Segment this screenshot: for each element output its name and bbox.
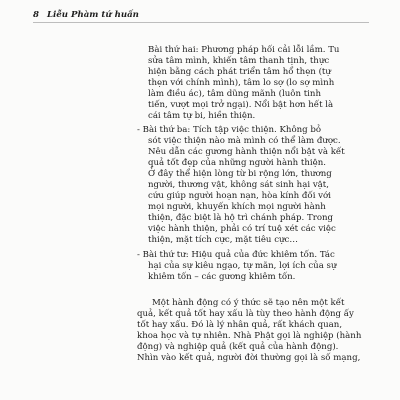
text-line: hại của sự kiêu ngạo, tự mãn, lợi ích của sự <box>148 261 337 271</box>
text-line: thiện, mặt tích cực, mặt tiêu cực… <box>148 235 298 245</box>
text-line: thiện, đặc biệt là hộ trì chánh pháp. Trong <box>148 213 334 223</box>
header-rule <box>33 22 369 23</box>
text-line: thẹn với chính mình), tâm lo sợ (lo sợ mình <box>148 78 335 88</box>
text-line: hiện bằng cách phát triển tâm hổ thẹn (tự <box>148 67 331 77</box>
text-line: làm điều ác), tâm dũng mãnh (luôn tinh <box>148 89 321 99</box>
text-line: động) và nghiệp quả (kết quả của hành động). <box>137 342 339 352</box>
text-line: mọi người, khuyến khích mọi người hành <box>148 202 326 212</box>
text-line: Bài thứ hai: Phương pháp hối cải lỗi lầm. Tu <box>148 45 340 55</box>
text-line: sửa tâm mình, khiến tâm thanh tịnh, thực <box>148 56 330 66</box>
text-line: quả tốt đẹp của những người hành thiện. <box>148 158 326 168</box>
text-line: tốt hay xấu. Đó là lý nhân quả, rất khách quan, <box>137 320 343 330</box>
text-line: việc hành thiện, phải có trí tuệ xét các việc <box>148 224 336 234</box>
text-line: khoa học và tự nhiên. Nhà Phật gọi là nghiệp (hành <box>137 331 362 341</box>
text-line: quả, kết quả tốt hay xấu là tùy theo hành động ấy <box>137 309 354 319</box>
page-number: 8 <box>33 10 39 20</box>
text-line: Nêu dẫn các gương hành thiện nổi bật và kết <box>148 147 345 157</box>
text-line: cái tâm tự bi, hiền thiện. <box>148 111 256 121</box>
text-line: khiêm tốn – các gương khiêm tốn. <box>148 272 296 282</box>
text-line: cứu giúp người hoạn nạn, hòa kính đối với <box>148 191 331 201</box>
text-line: người, thương vật, không sát sinh hại vật, <box>148 180 329 190</box>
text-line: - Bài thứ ba: Tích tập việc thiện. Không bỏ <box>137 125 322 135</box>
book-title: Liễu Phàm tứ huấn <box>46 10 139 20</box>
text-line: - Bài thứ tư: Hiệu quả của đức khiêm tốn. Tác <box>137 250 335 260</box>
text-line: Một hành động có ý thức sẽ tạo nên một kết <box>152 298 345 308</box>
text-line: Nhìn vào kết quả, người đời thường gọi là số mạng, <box>137 353 361 363</box>
running-header <box>33 9 139 21</box>
text-line: sót việc thiện nào mà mình có thể làm được. <box>148 136 341 146</box>
text-line: tiến, vượt mọi trở ngại). Nổi bật hơn hết là <box>148 100 334 110</box>
text-line: Ở đây thể hiện lòng từ bi rộng lớn, thương <box>148 169 332 179</box>
